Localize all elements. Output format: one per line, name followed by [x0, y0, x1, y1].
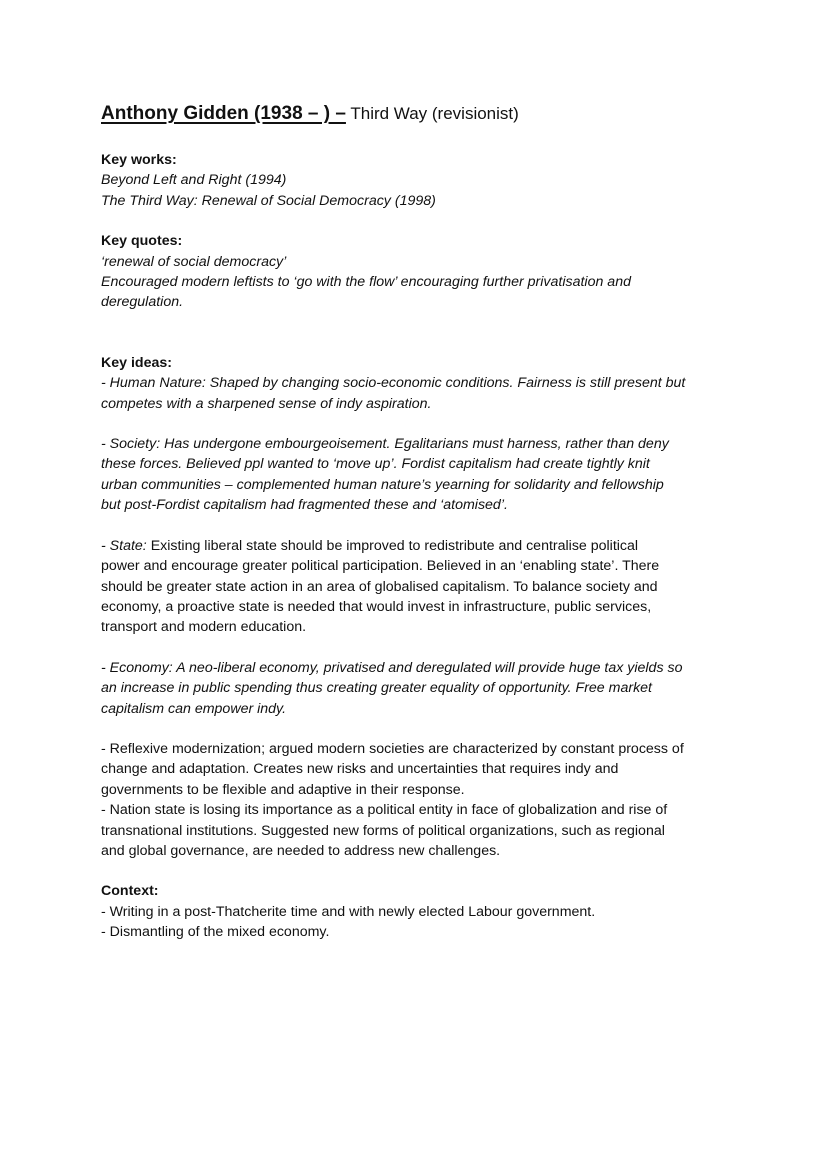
- paragraph-line: power and encourage greater political participation. Believed in an ‘enabling state’. There: [101, 558, 660, 575]
- paragraph-line: governments to be flexible and adaptive in their response.: [101, 781, 465, 798]
- paragraph-line: but post-Fordist capitalism had fragmented these and ‘atomised’.: [101, 497, 508, 514]
- key-ideas-section: [101, 353, 751, 862]
- paragraph-line: change and adaptation. Creates new risks and uncertainties that requires indy and: [101, 761, 619, 778]
- paragraph-line: capitalism can empower indy.: [101, 700, 287, 717]
- society-paragraph: [101, 434, 751, 516]
- key-quote-line: deregulation.: [101, 294, 184, 311]
- key-works-heading: Key works:: [101, 152, 177, 168]
- title-main: Anthony Gidden (1938 – ) –: [101, 103, 346, 124]
- context-line: - Dismantling of the mixed economy.: [101, 924, 330, 941]
- paragraph-line: [101, 536, 751, 556]
- key-ideas-heading: Key ideas:: [101, 354, 172, 371]
- state-paragraph: [101, 536, 751, 638]
- key-works-section: [101, 150, 751, 211]
- paragraph-line: should be greater state action in an area of globalised capitalism. To balance society and: [101, 578, 658, 595]
- document-page: [101, 100, 751, 943]
- context-line: - Writing in a post-Thatcherite time and with newly elected Labour government.: [101, 903, 596, 920]
- state-prefix: - State:: [101, 537, 147, 554]
- document-title: [101, 100, 751, 128]
- key-work-item: The Third Way: Renewal of Social Democracy (1998): [101, 192, 436, 209]
- paragraph-line: - Society: Has undergone embourgeoisement. Egalitarians must harness, rather than deny: [101, 436, 669, 453]
- key-quotes-heading: Key quotes:: [101, 233, 183, 250]
- paragraph-line: economy, a proactive state is needed that would invest in infrastructure, public services,: [101, 598, 652, 615]
- key-quote-line: Encouraged modern leftists to ‘go with the flow’ encouraging further privatisation and: [101, 274, 631, 291]
- paragraph-line: competes with a sharpened sense of indy aspiration.: [101, 395, 432, 412]
- paragraph-line: - Economy: A neo-liberal economy, privatised and deregulated will provide huge tax yields so: [101, 659, 683, 676]
- paragraph-line: - Human Nature: Shaped by changing socio-economic conditions. Fairness is still present but: [101, 375, 686, 392]
- paragraph-line: - Reflexive modernization; argued modern societies are characterized by constant process of: [101, 740, 684, 757]
- paragraph-line: and global governance, are needed to address new challenges.: [101, 842, 501, 859]
- paragraph-line: urban communities – complemented human nature’s yearning for solidarity and fellowship: [101, 476, 664, 493]
- paragraph-line: transport and modern education.: [101, 619, 307, 636]
- context-section: [101, 881, 751, 942]
- reflexive-paragraph: [101, 739, 751, 861]
- state-first-rest: Existing liberal state should be improved to redistribute and centralise political: [146, 537, 639, 554]
- paragraph-line: - Nation state is losing its importance as a political entity in face of globalization and rise of: [101, 802, 668, 819]
- economy-paragraph: [101, 658, 751, 719]
- title-sub: Third Way (revisionist): [345, 104, 519, 123]
- human-nature-paragraph: [101, 373, 751, 414]
- paragraph-line: these forces. Believed ppl wanted to ‘move up’. Fordist capitalism had create tightly knit: [101, 456, 650, 473]
- paragraph-line: an increase in public spending thus creating greater equality of opportunity. Free market: [101, 680, 652, 697]
- key-quote-line: ‘renewal of social democracy’: [101, 253, 287, 270]
- paragraph-line: transnational institutions. Suggested new forms of political organizations, such as regional: [101, 822, 665, 839]
- key-quotes-section: [101, 231, 751, 313]
- key-work-item: Beyond Left and Right (1994): [101, 172, 287, 189]
- context-heading: Context:: [101, 883, 159, 900]
